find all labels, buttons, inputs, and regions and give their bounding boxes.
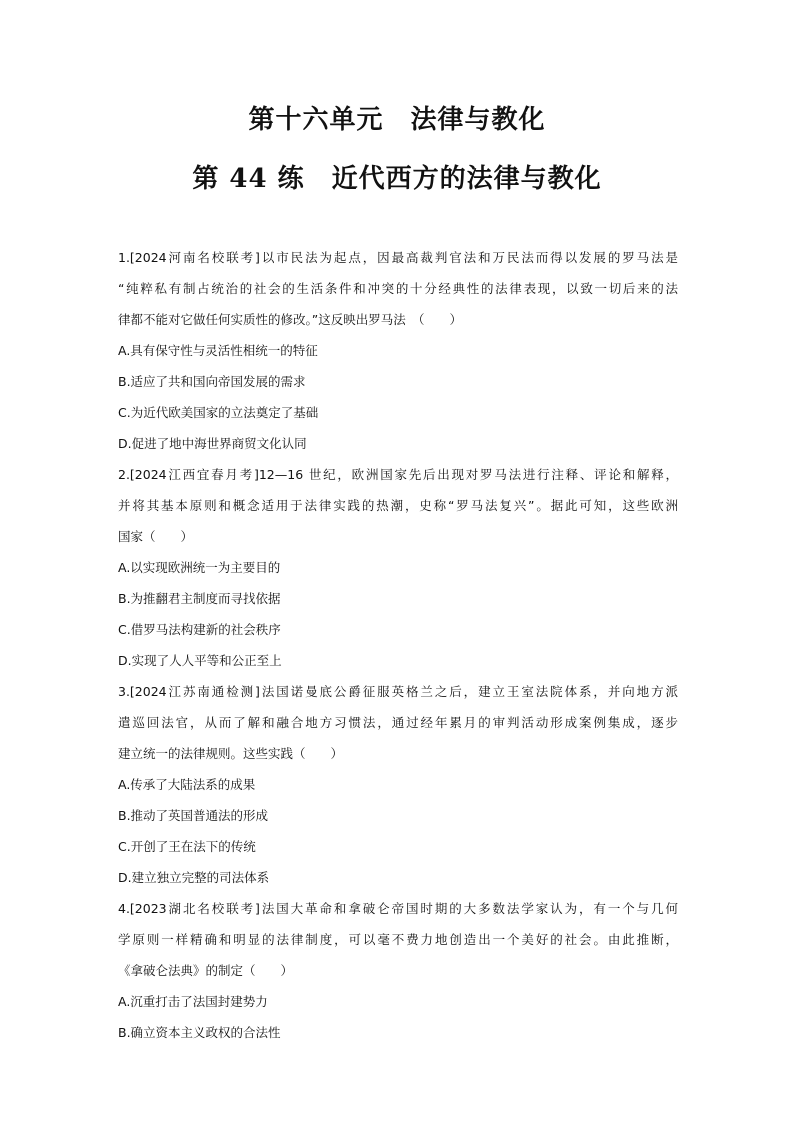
question-2-stem-line-2: 并将其基本原则和概念适用于法律实践的热潮，史称“罗马法复兴”。据此可知，这些欧洲: [118, 498, 678, 513]
question-2-option-a: A.以实现欧洲统一为主要目的: [118, 560, 281, 575]
question-3-stem-line-3: 建立统一的法律规则。这些实践（ ）: [118, 746, 344, 761]
question-1: [118, 242, 678, 459]
question-3-stem-line-2: 遣巡回法官，从而了解和融合地方习惯法，通过经年累月的审判活动形成案例集成，逐步: [118, 715, 678, 730]
question-2-option-b: B.为推翻君主制度而寻找依据: [118, 591, 281, 606]
question-1-stem-line-1: 1.[2024河南名校联考]以市民法为起点，因最高裁判官法和万民法而得以发展的罗马法是: [118, 250, 678, 265]
question-1-option-d: D.促进了地中海世界商贸文化认同: [118, 436, 307, 451]
lesson-title: 第 44 练 近代西方的法律与教化: [192, 164, 602, 194]
question-3-option-d: D.建立独立完整的司法体系: [118, 870, 270, 885]
question-1-option-b: B.适应了共和国向帝国发展的需求: [118, 374, 306, 389]
question-2-stem-line-3: 国家（ ）: [118, 529, 194, 544]
question-4-option-a: A.沉重打击了法国封建势力: [118, 994, 268, 1009]
question-2-stem-line-1: 2.[2024江西宜春月考]12—16 世纪，欧洲国家先后出现对罗马法进行注释、评论和解释，: [118, 467, 678, 482]
unit-title: 第十六单元 法律与教化: [248, 105, 546, 135]
question-3-option-c: C.开创了王在法下的传统: [118, 839, 256, 854]
question-1-stem-line-3: 律都不能对它做任何实质性的修改。”这反映出罗马法 （ ）: [118, 312, 462, 327]
question-4-stem-line-3: 《拿破仑法典》的制定（ ）: [118, 963, 294, 978]
question-list: [118, 242, 678, 1048]
question-1-stem-line-2: “纯粹私有制占统治的社会的生活条件和冲突的十分经典性的法律表现，以致一切后来的法: [118, 281, 678, 296]
question-3-stem-line-1: 3.[2024江苏南通检测]法国诺曼底公爵征服英格兰之后，建立王室法院体系，并向地方派: [118, 684, 678, 699]
question-4-stem-line-1: 4.[2023湖北名校联考]法国大革命和拿破仑帝国时期的大多数法学家认为，有一个与几何: [118, 901, 678, 916]
question-2-option-d: D.实现了人人平等和公正至上: [118, 653, 282, 668]
question-4: [118, 893, 678, 1048]
question-3-option-b: B.推动了英国普通法的形成: [118, 808, 269, 823]
question-1-option-a: A.具有保守性与灵活性相统一的特征: [118, 343, 318, 358]
question-4-stem-line-2: 学原则一样精确和明显的法律制度，可以毫不费力地创造出一个美好的社会。由此推断，: [118, 932, 678, 947]
question-3-option-a: A.传承了大陆法系的成果: [118, 777, 256, 792]
question-2: [118, 459, 678, 676]
question-1-option-c: C.为近代欧美国家的立法奠定了基础: [118, 405, 319, 420]
question-4-option-b: B.确立资本主义政权的合法性: [118, 1025, 281, 1040]
question-3: [118, 676, 678, 893]
question-2-option-c: C.借罗马法构建新的社会秩序: [118, 622, 281, 637]
